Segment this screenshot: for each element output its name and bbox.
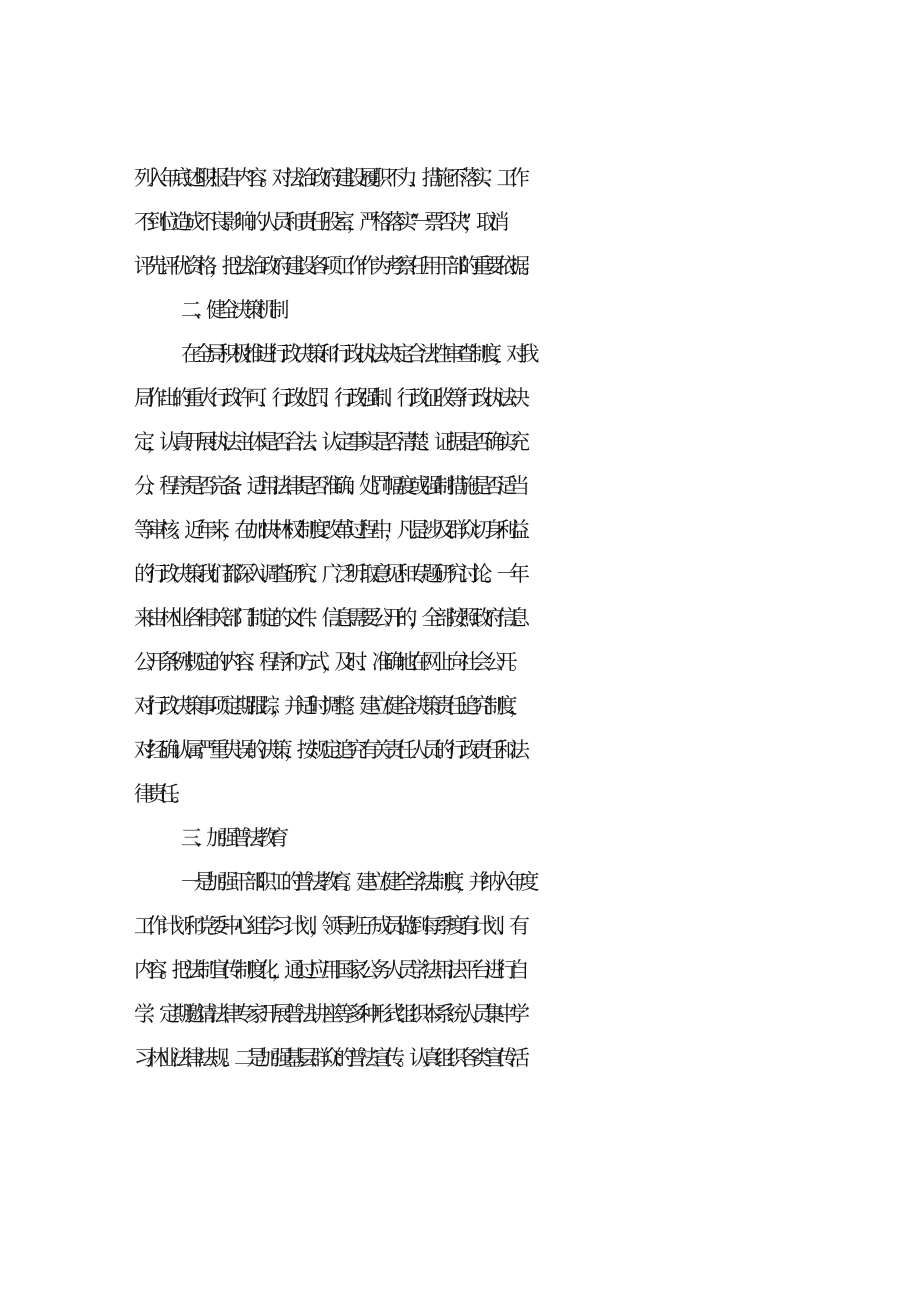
text-line: 等审核。近年来，在加快林权制度改革过程中，凡是涉及群众切身利益: [134, 518, 522, 542]
text-line: 定，认真开展执法主体是否合法、认定事实是否清楚、证据是否确实充: [134, 430, 522, 454]
text-line: 局作出的重大行政许可、行政处罚、行政强制、行政征收等行政执法决: [134, 386, 522, 410]
text-line: 评先评优资格，把法治政府建设各项工作作为考察任用干部的重要依据。: [134, 254, 534, 278]
text-line: 公开条例规定的内容、程序和方式，及时、准确地在网上向社会公开。: [134, 650, 522, 674]
text-line: 对经确认属严重失误的决策，按规定追究有关责任人员的行政责任和法: [134, 738, 522, 762]
text-line: 律责任。: [134, 782, 184, 806]
text-line: 工作计划和党委中心组学习计划，领导班子成员做到每季度有计划、有: [134, 914, 522, 938]
text-line: 一是加强干部职工的普法教育。建立健全学法制度，并纳入年度: [181, 870, 531, 894]
text-line: 习林业法律法规。二是加强基层群众的普法宣传。认真组织各类宣传活: [134, 1046, 522, 1070]
text-line: 学、定期邀请法律专家开展普法讲座等多种形式组织本系统人员集中学: [134, 1002, 522, 1026]
text-line: 列入年底述职报告内容。对法治政府建设履职不力、措施不落实、工作: [134, 166, 522, 190]
text-line: 分、程序是否完备、适用法律是否准确、处罚幅度或强制措施是否适当: [134, 474, 522, 498]
text-line: 在全局积极推进行政决策和行政执法决定合法性审查制度，对我: [181, 342, 531, 366]
text-line: 来由林业各相关部门制定的文件、信息需要公开的，全部按照政府信息: [134, 606, 522, 630]
text-line: 的行政决策我们都深入调查研究、广泛听取意见和专题研究讨论。一年: [134, 562, 522, 586]
section-heading: 二、健全决策机制: [181, 298, 281, 322]
text-line: 不到位造成不良影响的人员和责任股室，严格落实“一票否决”，取消: [134, 210, 501, 234]
section-heading: 三、加强普法教育: [181, 826, 281, 850]
text-line: 对行政决策事项定期跟踪，并适时调整。建立健全决策责任追究制度，: [134, 694, 522, 718]
text-line: 内容。把法制宣传制度化，通过应用国家公务人员学法用法平台进行自: [134, 958, 522, 982]
